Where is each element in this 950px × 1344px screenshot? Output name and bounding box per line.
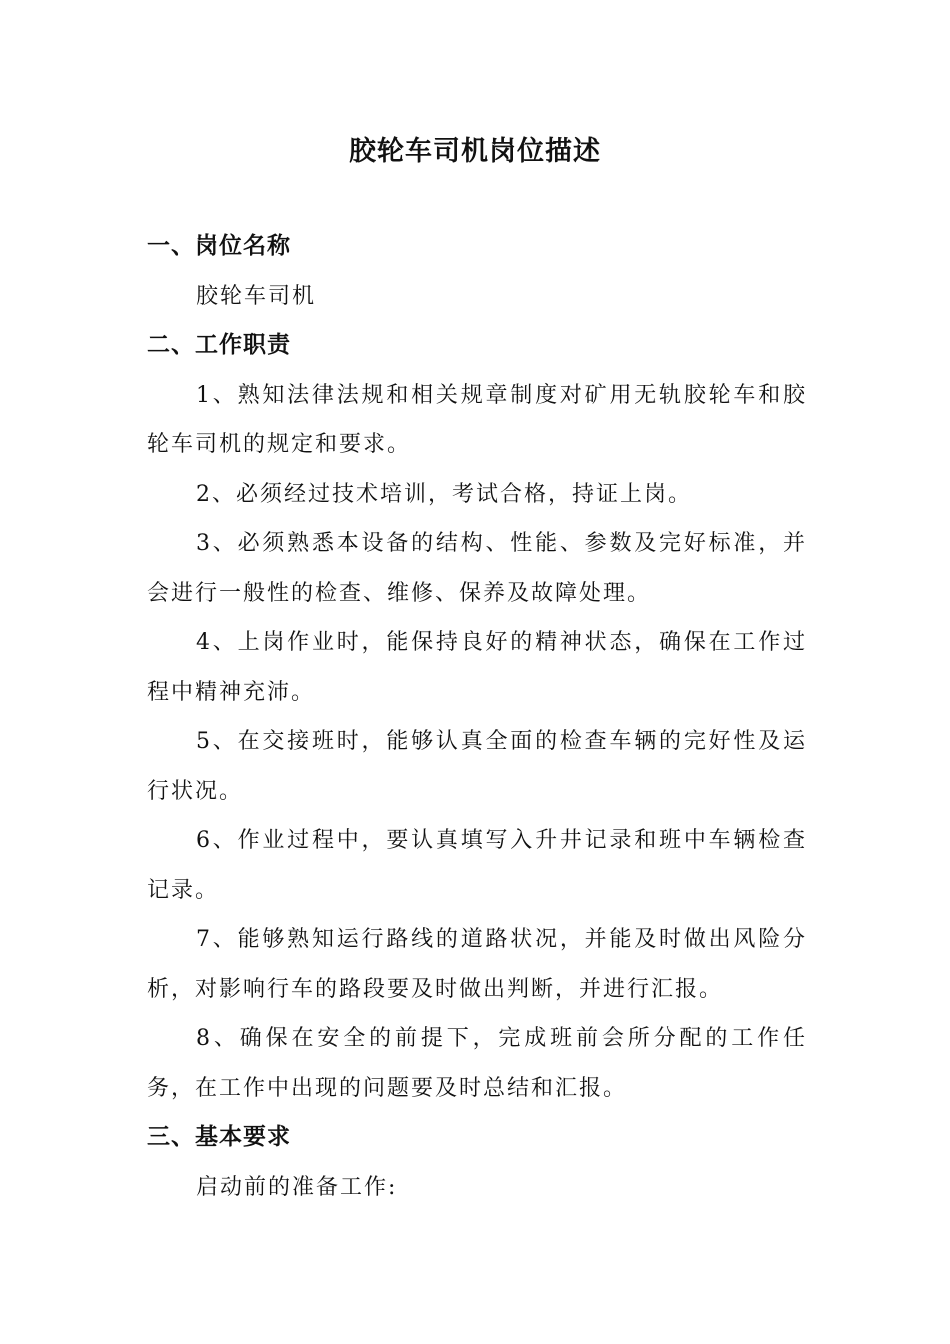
- section-heading: 二、工作职责: [147, 332, 291, 358]
- responsibility-item-7: 7、能够熟知运行路线的道路状况，并能及时做出风险分析，对影响行车的路段要及时做出判断，并进行汇报。: [147, 927, 807, 1002]
- responsibility-item-1: 1、熟知法律法规和相关规章制度对矿用无轨胶轮车和胶轮车司机的规定和要求。: [147, 382, 807, 457]
- responsibility-item-3: 3、必须熟悉本设备的结构、性能、参数及完好标准，并会进行一般性的检查、维修、保养及故障处理。: [147, 531, 807, 606]
- paragraph: 胶轮车司机: [196, 283, 317, 309]
- paragraph: 启动前的准备工作:: [196, 1174, 398, 1200]
- responsibility-item-6: 6、作业过程中，要认真填写入升井记录和班中车辆检查记录。: [147, 828, 807, 903]
- section-basic-requirements: [147, 1113, 807, 1212]
- responsibility-item-8: 8、确保在安全的前提下，完成班前会所分配的工作任务，在工作中出现的问题要及时总结和汇报。: [147, 1026, 807, 1101]
- section-position-name: [147, 222, 807, 321]
- section-heading: 三、基本要求: [147, 1124, 291, 1150]
- document-title: 胶轮车司机岗位描述: [349, 136, 601, 167]
- section-heading: 一、岗位名称: [147, 233, 291, 259]
- document-body: [147, 222, 807, 1212]
- responsibility-item-2: 2、必须经过技术培训，考试合格，持证上岗。: [196, 481, 692, 507]
- responsibility-item-5: 5、在交接班时，能够认真全面的检查车辆的完好性及运行状况。: [147, 729, 807, 804]
- section-responsibilities: [147, 321, 807, 1113]
- responsibility-item-4: 4、上岗作业时，能保持良好的精神状态，确保在工作过程中精神充沛。: [147, 630, 807, 705]
